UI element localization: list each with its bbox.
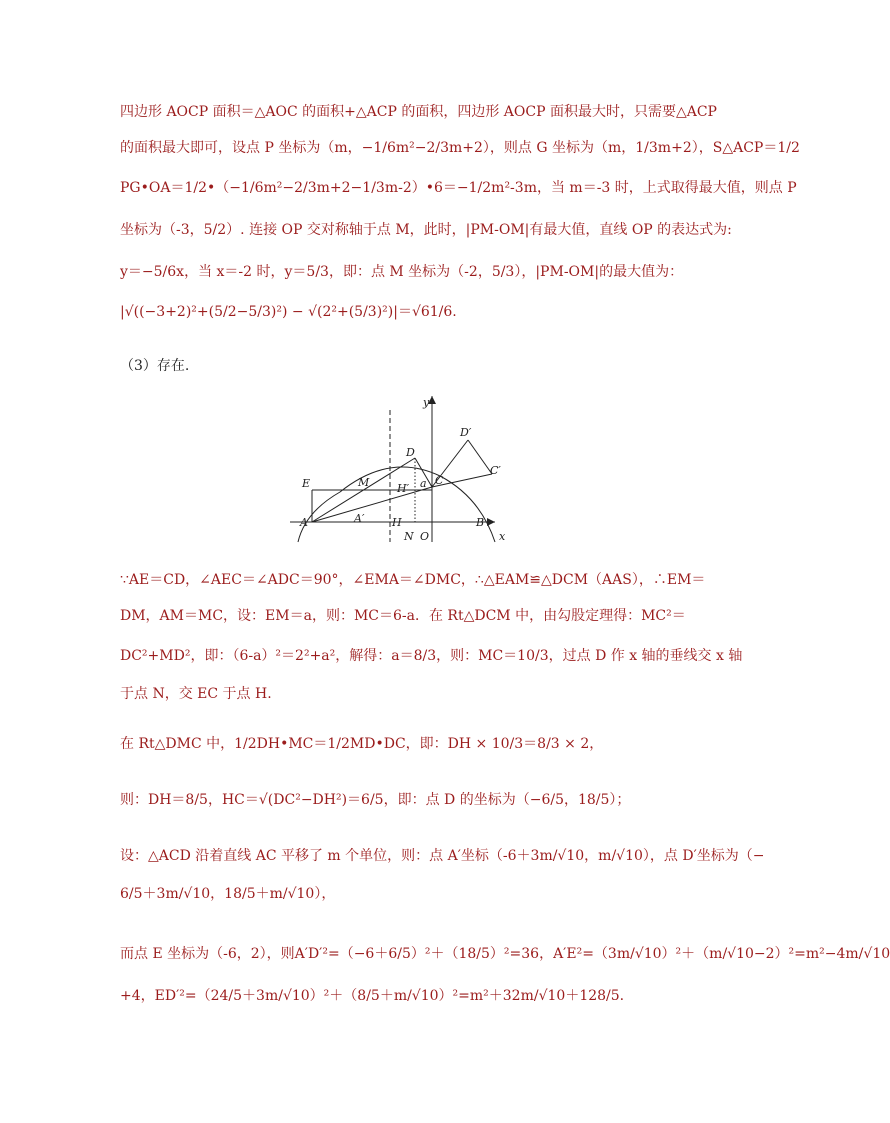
text-line-11: 于点 N，交 EC 于点 H. (120, 686, 272, 702)
text-line-16: 而点 E 坐标为（-6，2），则A′D′²=（−6＋6/5）²＋（18/5）²=36，A′E²=（3m/√10）²＋（m/√10−2）²=m²−4m/√10 (120, 946, 890, 962)
label-N: N (404, 530, 414, 543)
text-line-4: 坐标为（-3，5/2）. 连接 OP 交对称轴于点 M，此时，|PM-OM|有最大值，直线 OP 的表达式为: (120, 222, 732, 238)
text-line-6: |√((−3+2)²+(5/2−5/3)²) − √(2²+(5/3)²)|＝√61/6. (120, 304, 457, 320)
label-A: A (300, 516, 308, 529)
label-B: B (476, 516, 485, 529)
part-3-heading: （3）存在. (120, 358, 190, 374)
label-a: a (420, 477, 427, 490)
label-H-prime: H′ (397, 482, 410, 495)
text-line-14: 设：△ACD 沿着直线 AC 平移了 m 个单位，则：点 A′坐标（-6＋3m/√10，m/√10），点 D′坐标为（− (120, 848, 765, 864)
segment-AC (312, 487, 432, 522)
label-A-prime: A′ (354, 512, 365, 525)
text-line-17: +4，ED′²=（24/5＋3m/√10）²＋（8/5＋m/√10）²=m²＋32m/√10＋128/5. (120, 988, 625, 1004)
text-line-13: 则：DH＝8/5，HC＝√(DC²−DH²)＝6/5，即：点 D 的坐标为（−6/5，18/5）； (120, 792, 631, 808)
label-C-prime: C′ (490, 464, 501, 477)
label-x: x (499, 530, 506, 543)
text-line-3: PG•OA＝1/2•（−1/6m²−2/3m+2−1/3m-2）•6＝−1/2m²-3m，当 m＝-3 时，上式取得最大值，则点 P (120, 180, 797, 196)
coordinate-diagram (280, 392, 520, 552)
segment-D-prime-C-prime (468, 440, 492, 474)
label-M: M (358, 476, 370, 489)
parabola-curve (298, 467, 495, 542)
label-D-prime: D′ (460, 426, 472, 439)
label-E: E (302, 477, 311, 490)
label-H: H (392, 516, 402, 529)
text-line-9: DM，AM＝MC，设：EM＝a，则：MC＝6-a．在 Rt△DCM 中，由勾股定理得：MC²＝ (120, 608, 686, 624)
label-C: C (435, 474, 444, 487)
label-D: D (406, 446, 415, 459)
text-line-2: 的面积最大即可，设点 P 坐标为（m，−1/6m²−2/3m+2），则点 G 坐标为（m，1/3m+2），S△ACP＝1/2 (120, 140, 800, 156)
label-O: O (420, 530, 430, 543)
text-line-15: 6/5＋3m/√10，18/5＋m/√10）， (120, 886, 336, 902)
text-line-5: y＝−5/6x，当 x＝-2 时，y＝5/3，即：点 M 坐标为（-2，5/3），|PM-OM|的最大值为： (120, 264, 684, 280)
text-line-8: ∵AE＝CD，∠AEC＝∠ADC＝90°，∠EMA＝∠DMC，∴△EAM≌△DCM（AAS），∴EM＝ (120, 572, 706, 588)
text-line-10: DC²+MD²，即：（6-a）²＝2²+a²，解得：a＝8/3，则：MC＝10/3，过点 D 作 x 轴的垂线交 x 轴 (120, 648, 743, 664)
text-line-12: 在 Rt△DMC 中，1/2DH•MC＝1/2MD•DC，即：DH × 10/3＝8/3 × 2， (120, 736, 604, 752)
text-line-1: 四边形 AOCP 面积＝△AOC 的面积+△ACP 的面积，四边形 AOCP 面积最大时，只需要△ACP (120, 104, 717, 120)
geometry-figure (280, 392, 520, 552)
label-y: y (423, 396, 430, 409)
